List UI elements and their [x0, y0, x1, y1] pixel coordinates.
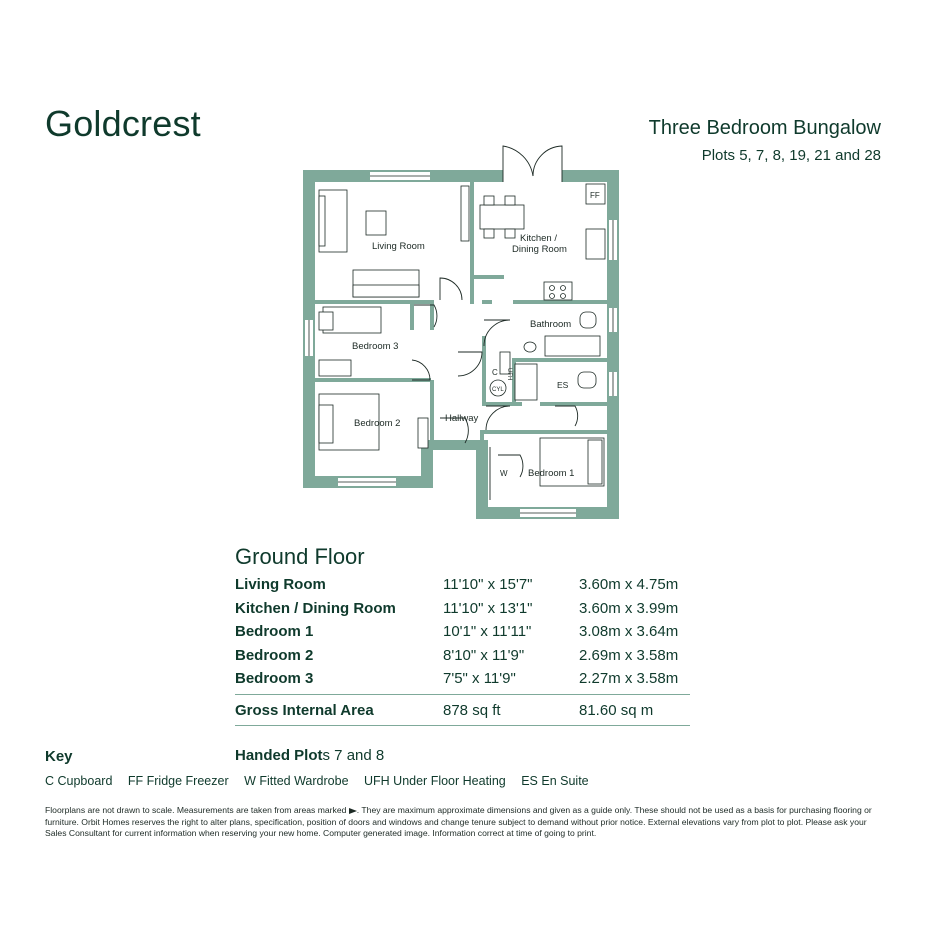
gross-internal-area — [235, 695, 690, 725]
development-title: Goldcrest — [45, 103, 201, 144]
room-name: Bedroom 1 — [235, 623, 314, 641]
key-item: C Cupboard — [45, 774, 113, 788]
label-cyl: CYL — [492, 387, 504, 393]
room-row — [235, 623, 690, 647]
house-type: Three Bedroom Bungalow — [648, 117, 881, 139]
room-labels — [352, 191, 600, 479]
room-imperial: 10'1" x 11'11" — [443, 623, 532, 641]
room-imperial: 11'10" x 13'1" — [443, 599, 533, 617]
key-item: ES En Suite — [521, 774, 589, 788]
room-metric: 3.60m x 3.99m — [579, 599, 679, 617]
label-bathroom: Bathroom — [530, 319, 572, 330]
room-row — [235, 600, 690, 624]
room-row — [235, 647, 690, 671]
gia-imperial: 878 sq ft — [443, 701, 501, 719]
room-name: Kitchen / Dining Room — [235, 599, 396, 617]
label-cupboard: C — [492, 368, 498, 377]
disclaimer — [45, 805, 885, 840]
label-kitchen-2: Dining Room — [512, 244, 567, 255]
room-name: Living Room — [235, 576, 326, 593]
room-metric: 2.27m x 3.58m — [579, 670, 679, 688]
label-bedroom-2: Bedroom 2 — [354, 418, 401, 429]
label-wardrobe: W — [500, 469, 508, 478]
key-list — [45, 774, 601, 788]
room-name: Bedroom 2 — [235, 646, 314, 664]
label-ufh: UFH — [506, 368, 512, 381]
label-kitchen-1: Kitchen / — [520, 233, 557, 244]
key-heading: Key — [45, 748, 73, 765]
key-item: W Fitted Wardrobe — [244, 774, 349, 788]
key-item: UFH Under Floor Heating — [364, 774, 506, 788]
room-metric: 3.08m x 3.64m — [579, 623, 679, 641]
plot-numbers: Plots 5, 7, 8, 19, 21 and 28 — [701, 147, 881, 164]
label-ff: FF — [590, 191, 600, 200]
room-schedule — [235, 576, 690, 726]
disclaimer-part1: Floorplans are not drawn to scale. Measurements are taken from areas marked — [45, 805, 347, 815]
label-es: ES — [557, 380, 569, 390]
label-bedroom-3: Bedroom 3 — [352, 341, 399, 352]
room-metric: 2.69m x 3.58m — [579, 646, 679, 664]
handed-suffix: s 7 and 8 — [322, 747, 385, 764]
room-name: Bedroom 3 — [235, 670, 314, 688]
room-row — [235, 670, 690, 694]
divider — [235, 725, 690, 726]
room-imperial: 11'10" x 15'7" — [443, 576, 533, 593]
gia-metric: 81.60 sq m — [579, 701, 654, 719]
room-imperial: 7'5" x 11'9" — [443, 670, 516, 688]
disclaimer-part2: . They are maximum approximate dimensions and given as a guide only. These should not be used as a basis for purchasing flooring or furniture. Orbit Homes reserves the right to alter plans, specification, position of doors and windows and change tenure subject to demand without prior notice. External elevations vary from plot to plot. Please ask your Sales Consultant for current information when reserving your new home. Computer generated image. Information correct at time of going to print. — [45, 805, 872, 838]
floor-plan — [300, 140, 630, 525]
handed-prefix: Handed Plot — [235, 747, 323, 764]
room-metric: 3.60m x 4.75m — [579, 576, 679, 593]
label-bedroom-1: Bedroom 1 — [528, 468, 575, 479]
gia-label: Gross Internal Area — [235, 701, 374, 719]
handed-plots — [235, 747, 384, 764]
room-row — [235, 576, 690, 600]
measurement-arrow-icon — [349, 808, 357, 814]
room-imperial: 8'10" x 11'9" — [443, 646, 525, 664]
label-hallway: Hallway — [445, 413, 479, 424]
floor-heading: Ground Floor — [235, 544, 365, 569]
key-item: FF Fridge Freezer — [127, 774, 229, 788]
label-living-room: Living Room — [372, 241, 425, 252]
